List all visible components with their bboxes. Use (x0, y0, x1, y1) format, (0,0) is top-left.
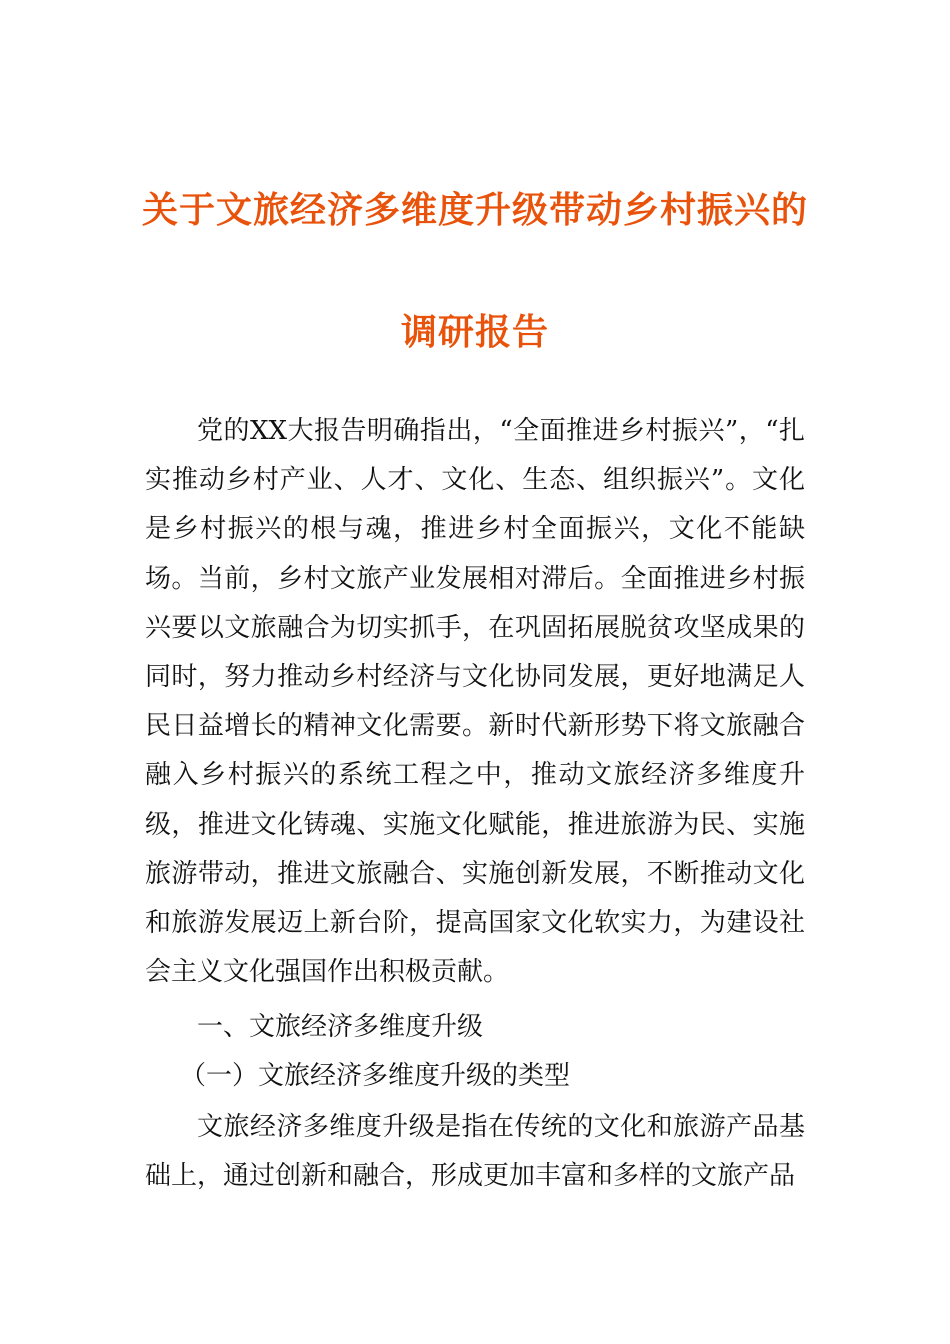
intro-paragraph: 党的XX大报告明确指出，“全面推进乡村振兴”，“扎实推动乡村产业、人才、文化、生态、组织振兴”。文化是乡村振兴的根与魂，推进乡村全面振兴，文化不能缺场。当前，乡村文旅产业发展相对滞后。全面推进乡村振兴要以文旅融合为切实抓手，在巩固拓展脱贫攻坚成果的同时，努力推动乡村经济与文化协同发展，更好地满足人民日益增长的精神文化需要。新时代新形势下将文旅融合融入乡村振兴的系统工程之中，推动文旅经济多维度升级，推进文化铸魂、实施文化赋能，推进旅游为民、实施旅游带动，推进文旅融合、实施创新发展，不断推动文化和旅游发展迈上新台阶，提高国家文化软实力，为建设社会主义文化强国作出积极贡献。 (145, 416, 805, 988)
report-title-line-2: 调研报告 (400, 311, 549, 354)
section-heading-1: 一、文旅经济多维度升级 (197, 1012, 484, 1042)
subsection-heading-1: （一）文旅经济多维度升级的类型 (180, 1061, 571, 1091)
section-paragraph: 文旅经济多维度升级是指在传统的文化和旅游产品基础上，通过创新和融合，形成更加丰富和多样的文旅产品 (145, 1112, 805, 1192)
report-title-line-1: 关于文旅经济多维度升级带动乡村振兴的 (141, 189, 808, 232)
